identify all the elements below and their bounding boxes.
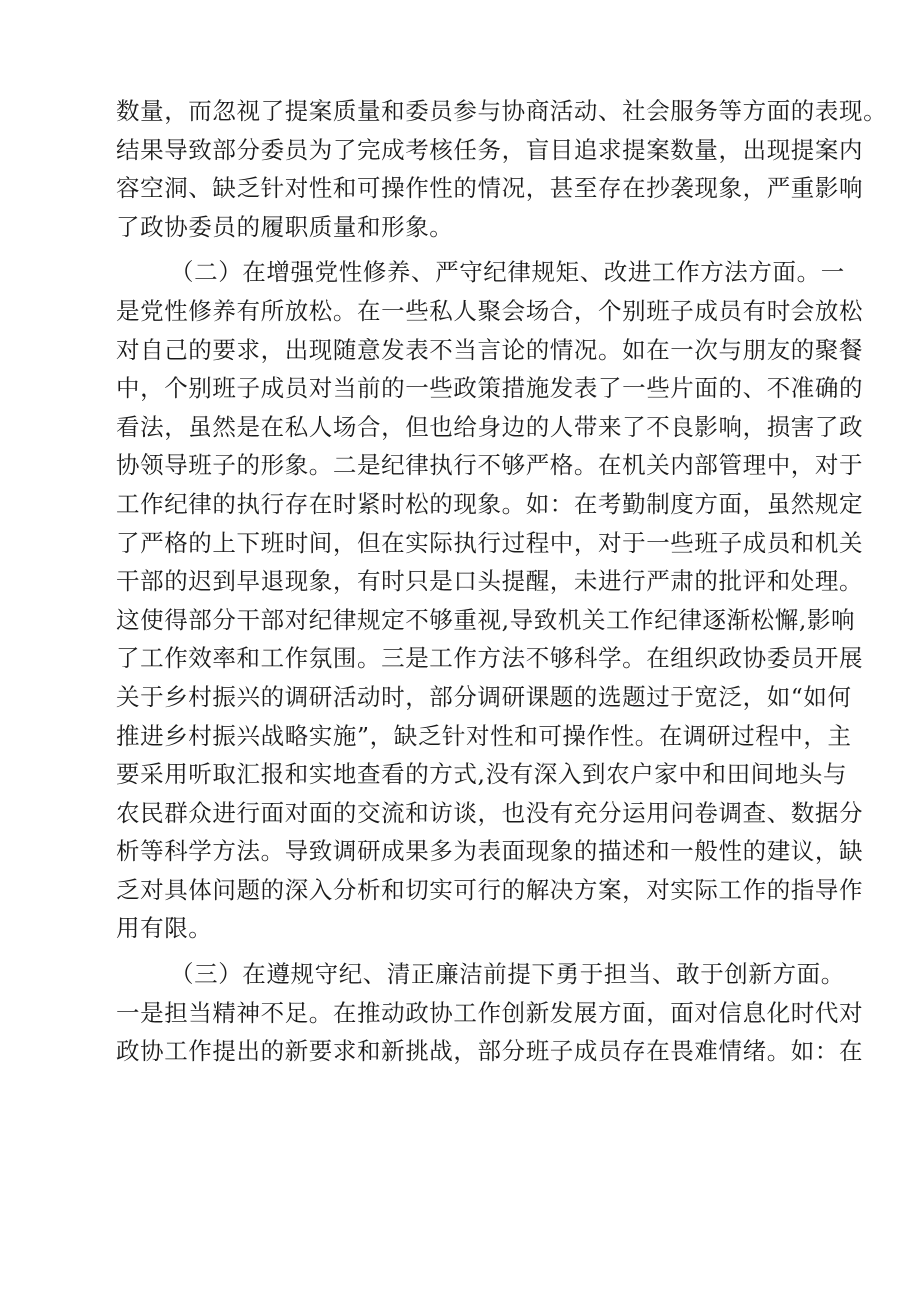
- paragraph-3: [116, 955, 864, 1071]
- text-line: 乏对具体问题的深入分析和切实可行的解决方案，对实际工作的指导作: [116, 875, 864, 904]
- text-line: 是党性修养有所放松。在一些私人聚会场合，个别班子成员有时会放松: [116, 296, 864, 325]
- text-line: 这使得部分干部对纪律规定不够重视,导致机关工作纪律逐渐松懈,影响: [116, 605, 856, 634]
- text-line: 中，个别班子成员对当前的一些政策措施发表了一些片面的、不准确的: [116, 374, 864, 403]
- document-body: [116, 92, 888, 1071]
- paragraph-2: [116, 253, 864, 948]
- text-line: 看法，虽然是在私人场合，但也给身边的人带来了不良影响，损害了政: [116, 412, 864, 441]
- text-line: 一是担当精神不足。在推动政协工作创新发展方面，面对信息化时代对: [116, 998, 864, 1027]
- text-line: 了政协委员的履职质量和形象。: [116, 212, 454, 241]
- text-line: 了工作效率和工作氛围。三是工作方法不够科学。在组织政协委员开展: [116, 644, 864, 673]
- text-line: 政协工作提出的新要求和新挑战，部分班子成员存在畏难情绪。如：在: [116, 1037, 864, 1066]
- paragraph-heading-line: （二）在增强党性修养、严守纪律规矩、改进工作方法方面。一: [170, 258, 845, 287]
- text-line: 干部的迟到早退现象，有时只是口头提醒，未进行严肃的批评和处理。: [116, 567, 864, 596]
- text-line: 用有限。: [116, 914, 213, 943]
- text-line: 容空洞、缺乏针对性和可操作性的情况，甚至存在抄袭现象，严重影响: [116, 174, 864, 203]
- text-line: 要采用听取汇报和实地查看的方式,没有深入到农户家中和田间地头与: [116, 760, 848, 789]
- text-line: 了严格的上下班时间，但在实际执行过程中，对于一些班子成员和机关: [116, 528, 864, 557]
- paragraph-heading-line: （三）在遵规守纪、清正廉洁前提下勇于担当、敢于创新方面。: [170, 960, 845, 989]
- text-line: 协领导班子的形象。二是纪律执行不够严格。在机关内部管理中，对于: [116, 451, 864, 480]
- paragraph-1: [116, 92, 888, 246]
- text-line: 对自己的要求，出现随意发表不当言论的情况。如在一次与朋友的聚餐: [116, 335, 864, 364]
- text-line: 结果导致部分委员为了完成考核任务，盲目追求提案数量，出现提案内: [116, 135, 864, 164]
- text-line: 推进乡村振兴战略实施”，缺乏针对性和可操作性。在调研过程中，主: [116, 721, 852, 750]
- text-line: 析等科学方法。导致调研成果多为表面现象的描述和一般性的建议，缺: [116, 837, 864, 866]
- text-line: 数量，而忽视了提案质量和委员参与协商活动、社会服务等方面的表现。: [116, 97, 888, 125]
- text-line: 工作纪律的执行存在时紧时松的现象。如：在考勤制度方面，虽然规定: [116, 489, 864, 518]
- text-line: 关于乡村振兴的调研活动时，部分调研课题的选题过于宽泛，如“如何: [116, 682, 852, 711]
- text-line: 农民群众进行面对面的交流和访谈，也没有充分运用问卷调查、数据分: [116, 798, 864, 827]
